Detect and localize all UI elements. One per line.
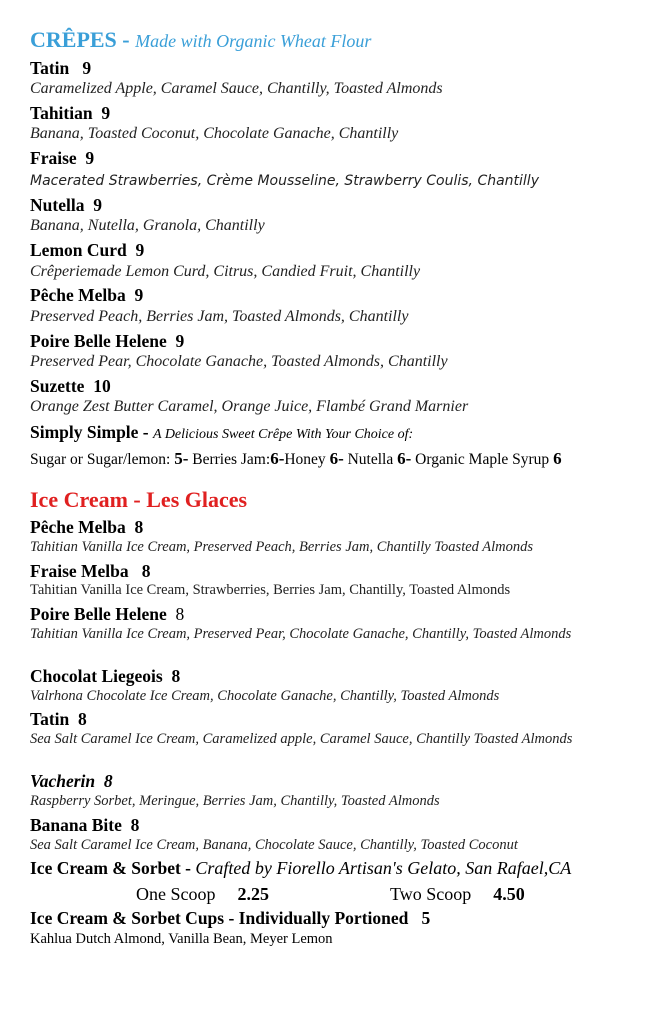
crepe-item-name [30,376,111,397]
item-title: Tahitian [30,103,93,123]
item-title: Simply Simple - [30,422,154,442]
item-title: Pêche Melba [30,285,126,305]
option-label: Nutella [343,451,398,468]
item-title: Pêche Melba [30,517,126,537]
scoop-price: 2.25 [237,884,269,904]
one-scoop-line [136,884,269,905]
ice-item-description: Tahitian Vanilla Ice Cream, Preserved Pear, Chocolate Ganache, Chantilly, Toasted Almonds [30,626,572,642]
ice-item-description: Raspberry Sorbet, Meringue, Berries Jam, Chantilly, Toasted Almonds [30,793,440,809]
ice-item-description: Valrhona Chocolate Ice Cream, Chocolate Ganache, Chantilly, Toasted Almonds [30,688,500,704]
ice-item-name [30,517,143,538]
sorbet-heading [30,858,571,879]
item-price: 9 [134,285,144,305]
item-price: 8 [171,666,181,686]
item-price: 8 [141,561,151,581]
item-title: Poire Belle Helene [30,604,167,624]
item-price: 8 [134,517,144,537]
option-price: 6- [329,449,344,468]
crepes-section-title [30,27,371,53]
item-price: 9 [93,195,102,215]
crepes-title: CRÊPES - [30,27,136,52]
item-price: 10 [93,376,111,396]
two-scoop-line [390,884,525,905]
item-price: 9 [85,148,95,168]
item-price: 9 [135,240,145,260]
item-title: Tatin [30,58,70,78]
ice-item-name [30,709,87,730]
cups-heading [30,908,430,929]
option-price: 6 [553,449,562,468]
ice-item-name [30,561,151,582]
option-label: Organic Maple Syrup [411,451,554,468]
simply-simple-options [30,449,562,469]
ice-item-name [30,815,139,836]
scoop-label: Two Scoop [390,884,472,904]
option-label: Sugar or Sugar/lemon: [30,451,175,468]
item-title: Fraise [30,148,77,168]
crepe-item-description: Crêperiemade Lemon Curd, Citrus, Candied Fruit, Chantilly [30,263,421,280]
crepe-item-name [30,148,94,169]
ice-item-name [30,771,113,792]
crepe-item-name [30,331,184,352]
ice-item-description: Tahitian Vanilla Ice Cream, Strawberries, Berries Jam, Chantilly, Toasted Almonds [30,582,511,598]
simply-simple-heading [30,422,413,443]
item-title: Ice Cream & Sorbet Cups - Individually Portioned [30,908,409,928]
item-price: 8 [175,604,185,624]
ice-item-description: Sea Salt Caramel Ice Cream, Banana, Chocolate Sauce, Chantilly, Toasted Coconut [30,837,518,853]
ice-item-description: Tahitian Vanilla Ice Cream, Preserved Peach, Berries Jam, Chantilly Toasted Almonds [30,539,534,555]
crepe-item-name [30,103,110,124]
ice-item-description: Sea Salt Caramel Ice Cream, Caramelized apple, Caramel Sauce, Chantilly Toasted Almonds [30,731,573,747]
crepes-subtitle: Made with Organic Wheat Flour [135,31,372,51]
item-title: Lemon Curd [30,240,127,260]
crepe-item-description: Preserved Peach, Berries Jam, Toasted Almonds, Chantilly [30,308,409,325]
scoop-price: 4.50 [493,884,525,904]
item-title: Poire Belle Helene [30,331,167,351]
crepe-item-name [30,58,91,79]
crepe-item-description: Macerated Strawberries, Crème Mousseline, Strawberry Coulis, Chantilly [30,173,539,189]
item-title: Suzette [30,376,85,396]
item-title: Tatin [30,709,70,729]
item-title: Banana Bite [30,815,122,835]
sorbet-subtitle: Crafted by Fiorello Artisan's Gelato, San Rafael,CA [195,858,572,878]
ice-item-name [30,604,184,625]
crepe-item-description: Orange Zest Butter Caramel, Orange Juice, Flambé Grand Marnier [30,398,469,415]
ice-item-name [30,666,180,687]
crepe-item-name [30,195,102,216]
crepe-item-description: Banana, Nutella, Granola, Chantilly [30,217,265,234]
option-price: 6- [397,449,412,468]
option-price: 5- [174,449,189,468]
item-price: 9 [101,103,111,123]
ice-cream-section-title: Ice Cream - Les Glaces [30,487,248,512]
item-price: 5 [421,908,431,928]
item-title: Fraise Melba [30,561,129,581]
crepe-item-name [30,240,144,261]
simply-simple-subtitle: A Delicious Sweet Crêpe With Your Choice of: [153,427,414,442]
item-title: Chocolat Liegeois [30,666,163,686]
scoop-label: One Scoop [136,884,216,904]
crepe-item-name [30,285,143,306]
cups-flavors: Kahlua Dutch Almond, Vanilla Bean, Meyer Lemon [30,931,333,947]
crepe-item-description: Preserved Pear, Chocolate Ganache, Toasted Almonds, Chantilly [30,353,448,370]
option-label: Berries Jam: [188,451,271,468]
item-title: Nutella [30,195,85,215]
item-price: 9 [175,331,185,351]
item-price: 9 [82,58,92,78]
item-price: 8 [103,771,113,791]
crepe-item-description: Banana, Toasted Coconut, Chocolate Ganache, Chantilly [30,125,399,142]
item-title: Vacherin [30,771,96,791]
item-price: 8 [78,709,87,729]
option-label: Honey [284,451,330,468]
item-title: Ice Cream & Sorbet - [30,858,196,878]
option-price: 6- [270,449,285,468]
item-price: 8 [130,815,140,835]
crepe-item-description: Caramelized Apple, Caramel Sauce, Chantilly, Toasted Almonds [30,80,443,97]
